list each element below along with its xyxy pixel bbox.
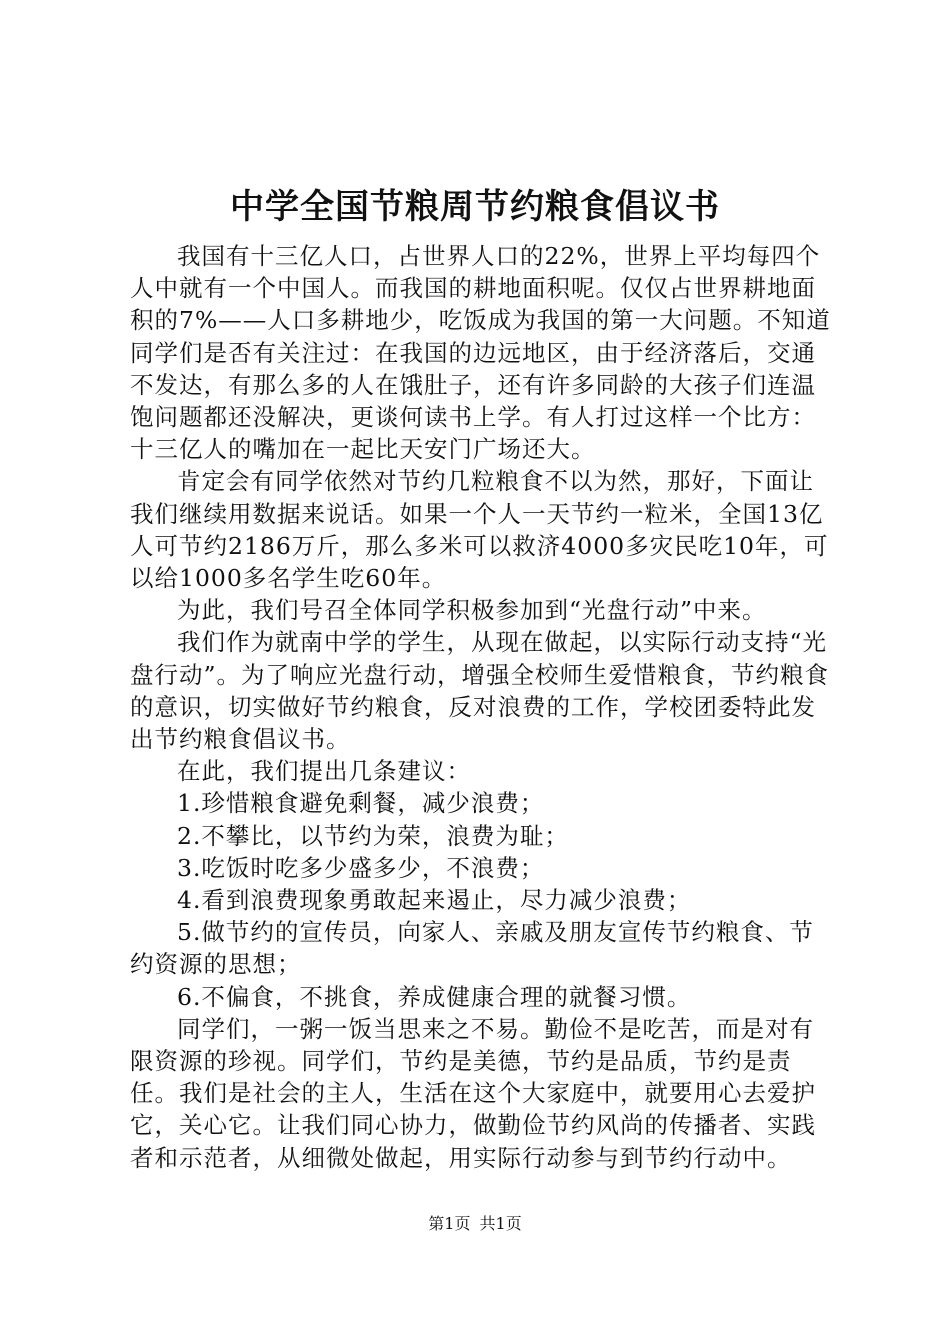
document-title: 中学全国节粮周节约粮食倡议书 — [230, 187, 720, 227]
paragraph: 肯定会有同学依然对节约几粒粮食不以为然，那好，下面让我们继续用数据来说话。如果一个人一天节约一粒米，全国13亿人可节约2186万斤，那么多米可以救济4000多灾民吃10年，可以给1000多名学生吃60年。 — [130, 467, 829, 593]
paragraph: 在此，我们提出几条建议： — [177, 757, 471, 786]
paragraph: 我们作为就南中学的学生，从现在做起，以实际行动支持“光盘行动”。为了响应光盘行动，增强全校师生爱惜粮食，节约粮食的意识，切实做好节约粮食，反对浪费的工作，学校团委特此发出节约粮食倡议书。 — [130, 628, 830, 754]
list-item: 1.珍惜粮食避免剩餐，减少浪费； — [177, 789, 545, 818]
list-item: 5.做节约的宣传员，向家人、亲戚及朋友宣传节约粮食、节约资源的思想； — [130, 918, 814, 979]
list-item: 4.看到浪费现象勇敢起来遏止，尽力减少浪费； — [177, 886, 692, 915]
list-item: 3.吃饭时吃多少盛多少，不浪费； — [177, 853, 545, 882]
page-total: 共1页 — [479, 1214, 522, 1233]
list-item: 2.不攀比，以节约为荣，浪费为耻； — [177, 821, 569, 850]
document-body — [130, 240, 835, 1174]
page-number: 第1页 — [428, 1214, 471, 1233]
list-item: 6.不偏食，不挑食，养成健康合理的就餐习惯。 — [177, 982, 692, 1011]
paragraph: 我国有十三亿人口，占世界人口的22%，世界上平均每四个人中就有一个中国人。而我国的耕地面积呢。仅仅占世界耕地面积的7%——人口多耕地少，吃饭成为我国的第一大问题。不知道同学们是否有关注过：在我国的边远地区，由于经济落后，交通不发达，有那么多的人在饿肚子，还有许多同龄的大孩子们连温饱问题都还没解决，更谈何读书上学。有人打过这样一个比方：十三亿人的嘴加在一起比天安门广场还大。 — [130, 242, 831, 464]
page-footer — [0, 1213, 950, 1235]
paragraph: 为此，我们号召全体同学积极参加到“光盘行动”中来。 — [177, 596, 767, 625]
paragraph: 同学们，一粥一饭当思来之不易。勤俭不是吃苦，而是对有限资源的珍视。同学们，节约是美德，节约是品质，节约是责任。我们是社会的主人，生活在这个大家庭中，就要用心去爱护它，关心它。让我们同心协力，做勤俭节约风尚的传播者、实践者和示范者，从细微处做起，用实际行动参与到节约行动中。 — [130, 1014, 816, 1172]
